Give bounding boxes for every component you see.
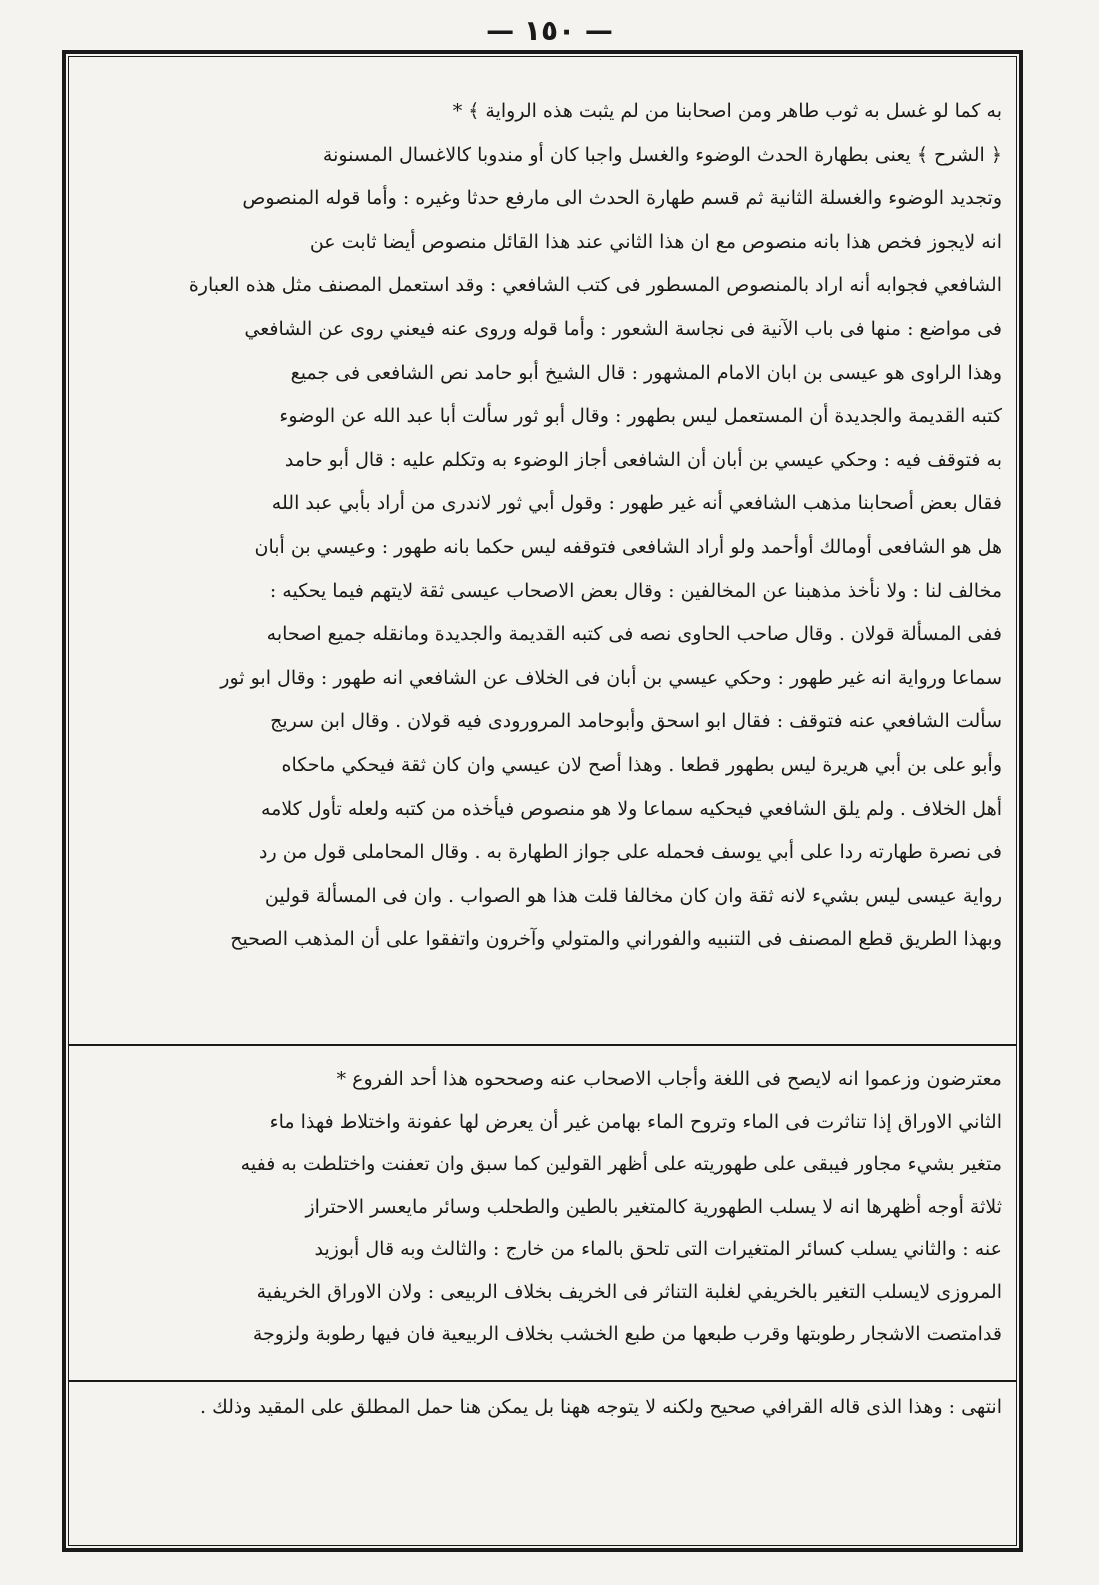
main-text-line: به كما لو غسل به ثوب طاهر ومن اصحابنا من لم يثبت هذه الرواية ﴾ *: [452, 100, 1002, 122]
commentary-line: المروزى لايسلب التغير بالخريفي لغلبة التناثر فى الخريف بخلاف الربيعى : ولان الاوراق الخريفية: [256, 1280, 1002, 1303]
section-divider: [68, 1044, 1017, 1046]
main-text-line: الشافعي فجوابه أنه اراد بالمنصوص المسطور فى كتب الشافعي : وقد استعمل المصنف مثل هذه العبارة: [188, 274, 1002, 297]
main-text-line: رواية عيسى ليس بشيء لانه ثقة وان كان مخالفا قلت هذا هو الصواب . وان فى المسألة قولين: [264, 884, 1002, 907]
main-text-line: فقال بعض أصحابنا مذهب الشافعي أنه غير طهور : وقول أبي ثور لاندرى من أراد بأبي عبد الله: [271, 492, 1002, 515]
commentary-line: معترضون وزعموا انه لايصح فى اللغة وأجاب الاصحاب عنه وصححوه هذا أحد الفروع *: [336, 1068, 1002, 1090]
main-text-line: به فتوقف فيه : وحكي عيسي بن أبان أن الشافعى أجاز الوضوء به وتكلم عليه : قال أبو حامد: [284, 448, 1002, 471]
footnote-line: انتهى : وهذا الذى قاله القرافي صحيح ولكنه لا يتوجه ههنا بل يمكن هنا حمل المطلق على المقيد وذلك .: [200, 1396, 1002, 1418]
main-text-line: فى نصرة طهارته ردا على أبي يوسف فحمله على جواز الطهارة به . وقال المحاملى قول من رد: [259, 841, 1002, 864]
footnote-divider: [68, 1380, 1017, 1382]
main-text-line: ﴿ الشرح ﴾ يعنى بطهارة الحدث الوضوء والغسل واجبا كان أو مندوبا كالاغسال المسنونة: [322, 143, 1002, 166]
main-text-line: أهل الخلاف . ولم يلق الشافعي فيحكيه سماعا ولا هو منصوص فيأخذه من كتبه ولعله تأول كلامه: [260, 797, 1002, 820]
page-number: — ١٥٠ —: [486, 14, 613, 47]
commentary-line: ثلاثة أوجه أظهرها انه لا يسلب الطهورية كالمتغير بالطين والطحلب وسائر مايعسر الاحتراز: [305, 1195, 1002, 1218]
commentary-line: عنه : والثاني يسلب كسائر المتغيرات التى تلحق بالماء من خارج : والثالث وبه قال أبوزيد: [314, 1238, 1002, 1260]
main-text-line: وتجديد الوضوء والغسلة الثانية ثم قسم طهارة الحدث الى مارفع حدثا وغيره : وأما قوله المنصوص: [242, 187, 1002, 210]
commentary-line: قدامتصت الاشجار رطوبتها وقرب طبعها من طبع الخشب بخلاف الربيعية فان فيها رطوبة ولزوجة: [252, 1323, 1002, 1345]
main-text-line: مخالف لنا : ولا نأخذ مذهبنا عن المخالفين : وقال بعض الاصحاب عيسى ثقة لايتهم فيما يحكيه :: [269, 579, 1002, 602]
main-text-line: وأبو على بن أبي هريرة ليس بطهور قطعا . وهذا أصح لان عيسي وان كان ثقة فيحكي ماحكاه: [281, 753, 1002, 776]
main-text-line: ففى المسألة قولان . وقال صاحب الحاوى نصه فى كتبه القديمة والجديدة ومانقله جميع اصحابه: [266, 623, 1002, 646]
main-text-line: كتبه القديمة والجديدة أن المستعمل ليس بطهور : وقال أبو ثور سألت أبا عبد الله عن الوضوء: [279, 405, 1002, 428]
main-text-line: انه لايجوز فخص هذا بانه منصوص مع ان هذا الثاني عند هذا القائل منصوص أيضا ثابت عن: [309, 230, 1002, 253]
main-text-line: فى مواضع : منها فى باب الآنية فى نجاسة الشعور : وأما قوله وروى عنه فيعني روى عن الشافعي: [244, 317, 1002, 340]
main-text-line: سألت الشافعي عنه فتوقف : فقال ابو اسحق وأبوحامد المرورودى فيه قولان . وقال ابن سريج: [270, 710, 1002, 733]
main-text: [84, 90, 1002, 962]
commentary-line: متغير بشيء مجاور فيبقى على طهوريته على أظهر القولين كما سبق وان تعفنت واختلطت به ففيه: [240, 1153, 1002, 1175]
footnote-text: [84, 1392, 1002, 1422]
main-text-line: وبهذا الطريق قطع المصنف فى التنبيه والفوراني والمتولي وآخرون واتفقوا على أن المذهب الصحيح: [230, 928, 1002, 951]
main-text-line: وهذا الراوى هو عيسى بن ابان الامام المشهور : قال الشيخ أبو حامد نص الشافعى فى جميع: [290, 361, 1002, 384]
commentary-line: الثاني الاوراق إذا تناثرت فى الماء وتروح الماء بهامن غير أن يعرض لها عفونة واختلاط فهذا ماء: [269, 1110, 1002, 1133]
main-text-line: سماعا ورواية انه غير طهور : وحكي عيسي بن أبان فى الخلاف عن الشافعي انه طهور : وقال ابو ثور: [220, 666, 1002, 689]
main-text-line: هل هو الشافعى أومالك أوأحمد ولو أراد الشافعى فتوقفه ليس حكما بانه طهور : وعيسي بن أبان: [254, 535, 1002, 558]
commentary-text: [84, 1058, 1002, 1356]
